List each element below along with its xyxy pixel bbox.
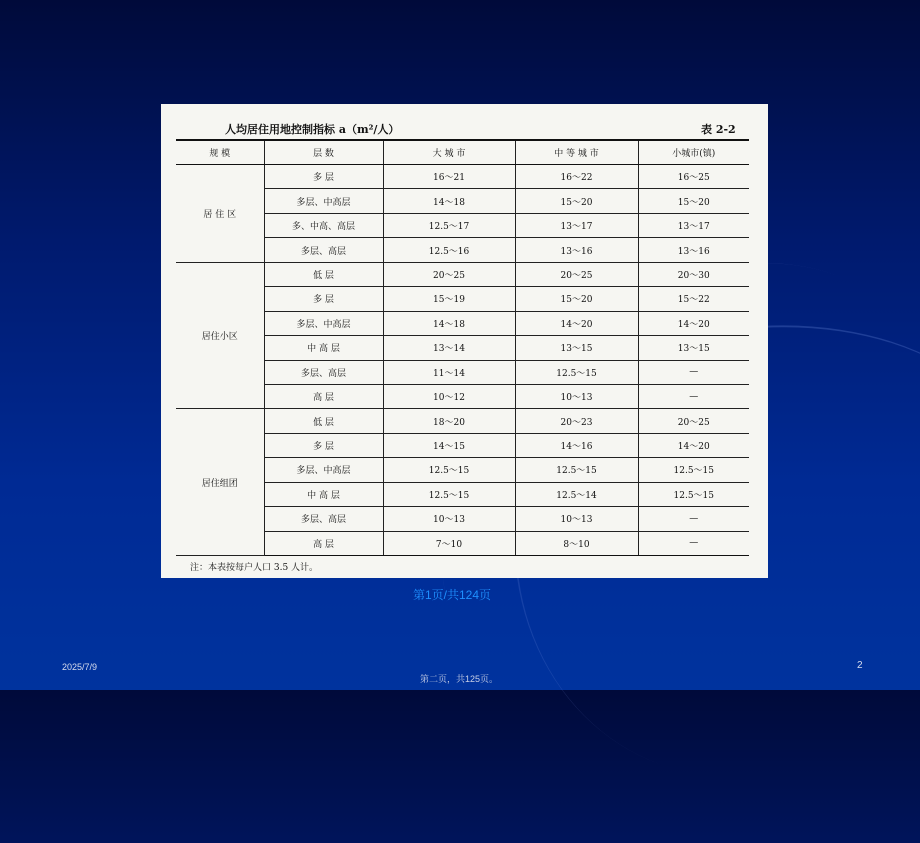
small-city-cell: 12.5～15 <box>638 458 749 482</box>
header-medium-city: 中 等 城 市 <box>515 140 638 165</box>
medium-city-cell: 14～20 <box>515 311 638 335</box>
large-city-cell: 12.5～16 <box>383 238 515 262</box>
header-large-city: 大 城 市 <box>383 140 515 165</box>
medium-city-cell: 20～25 <box>515 262 638 286</box>
floors-cell: 中 高 层 <box>264 482 383 506</box>
medium-city-cell: 8～10 <box>515 531 638 555</box>
medium-city-cell: 16～22 <box>515 165 638 189</box>
small-city-cell: 13～15 <box>638 336 749 360</box>
header-floors: 层 数 <box>264 140 383 165</box>
small-city-cell: 20～30 <box>638 262 749 286</box>
small-city-cell: — <box>638 531 749 555</box>
floors-cell: 多 层 <box>264 433 383 457</box>
small-city-cell: — <box>638 360 749 384</box>
floors-cell: 多 层 <box>264 165 383 189</box>
small-city-cell: 14～20 <box>638 433 749 457</box>
medium-city-cell: 15～20 <box>515 189 638 213</box>
large-city-cell: 12.5～15 <box>383 458 515 482</box>
table-title: 人均居住用地控制指标 a（m²/人） <box>225 123 400 136</box>
table-note: 注：本表按每户人口 3.5 人计。 <box>190 563 319 573</box>
page-indicator-link[interactable]: 第1页/共124页 <box>413 588 492 602</box>
small-city-cell: 16～25 <box>638 165 749 189</box>
header-small-city: 小城市(镇) <box>638 140 749 165</box>
medium-city-cell: 12.5～14 <box>515 482 638 506</box>
medium-city-cell: 15～20 <box>515 287 638 311</box>
medium-city-cell: 13～16 <box>515 238 638 262</box>
floors-cell: 多层、中高层 <box>264 311 383 335</box>
floors-cell: 高 层 <box>264 531 383 555</box>
large-city-cell: 16～21 <box>383 165 515 189</box>
large-city-cell: 18～20 <box>383 409 515 433</box>
floors-cell: 多层、高层 <box>264 238 383 262</box>
large-city-cell: 11～14 <box>383 360 515 384</box>
large-city-cell: 15～19 <box>383 287 515 311</box>
medium-city-cell: 12.5～15 <box>515 458 638 482</box>
medium-city-cell: 20～23 <box>515 409 638 433</box>
large-city-cell: 14～15 <box>383 433 515 457</box>
large-city-cell: 10～13 <box>383 507 515 531</box>
medium-city-cell: 13～15 <box>515 336 638 360</box>
floors-cell: 多、中高、高层 <box>264 213 383 237</box>
floors-cell: 多层、高层 <box>264 507 383 531</box>
large-city-cell: 20～25 <box>383 262 515 286</box>
scale-cell: 居住组团 <box>176 409 264 556</box>
header-scale: 规 模 <box>176 140 264 165</box>
floors-cell: 多 层 <box>264 287 383 311</box>
small-city-cell: 13～17 <box>638 213 749 237</box>
small-city-cell: 20～25 <box>638 409 749 433</box>
table-row <box>176 165 749 189</box>
large-city-cell: 14～18 <box>383 189 515 213</box>
floors-cell: 低 层 <box>264 262 383 286</box>
large-city-cell: 10～12 <box>383 384 515 408</box>
small-city-cell: 14～20 <box>638 311 749 335</box>
table-row <box>176 409 749 433</box>
table-row <box>176 262 749 286</box>
small-city-cell: 15～22 <box>638 287 749 311</box>
large-city-cell: 13～14 <box>383 336 515 360</box>
scale-cell: 居 住 区 <box>176 165 264 263</box>
large-city-cell: 12.5～15 <box>383 482 515 506</box>
medium-city-cell: 10～13 <box>515 384 638 408</box>
floors-cell: 多层、中高层 <box>264 458 383 482</box>
floors-cell: 高 层 <box>264 384 383 408</box>
small-city-cell: 15～20 <box>638 189 749 213</box>
medium-city-cell: 10～13 <box>515 507 638 531</box>
floors-cell: 低 层 <box>264 409 383 433</box>
floors-cell: 中 高 层 <box>264 336 383 360</box>
small-city-cell: — <box>638 507 749 531</box>
table-number: 表 2-2 <box>701 123 736 136</box>
large-city-cell: 14～18 <box>383 311 515 335</box>
small-city-cell: 13～16 <box>638 238 749 262</box>
footer-page-text: 第二页，共125页。 <box>420 674 499 684</box>
table-body <box>176 165 749 556</box>
slide-date: 2025/7/9 <box>62 662 98 672</box>
medium-city-cell: 12.5～15 <box>515 360 638 384</box>
large-city-cell: 12.5～17 <box>383 213 515 237</box>
small-city-cell: — <box>638 384 749 408</box>
floors-cell: 多层、高层 <box>264 360 383 384</box>
small-city-cell: 12.5～15 <box>638 482 749 506</box>
table-header-row <box>176 140 749 165</box>
floors-cell: 多层、中高层 <box>264 189 383 213</box>
medium-city-cell: 13～17 <box>515 213 638 237</box>
large-city-cell: 7～10 <box>383 531 515 555</box>
slide-number: 2 <box>857 660 863 671</box>
land-use-index-table <box>176 139 749 556</box>
medium-city-cell: 14～16 <box>515 433 638 457</box>
scale-cell: 居住小区 <box>176 262 264 409</box>
